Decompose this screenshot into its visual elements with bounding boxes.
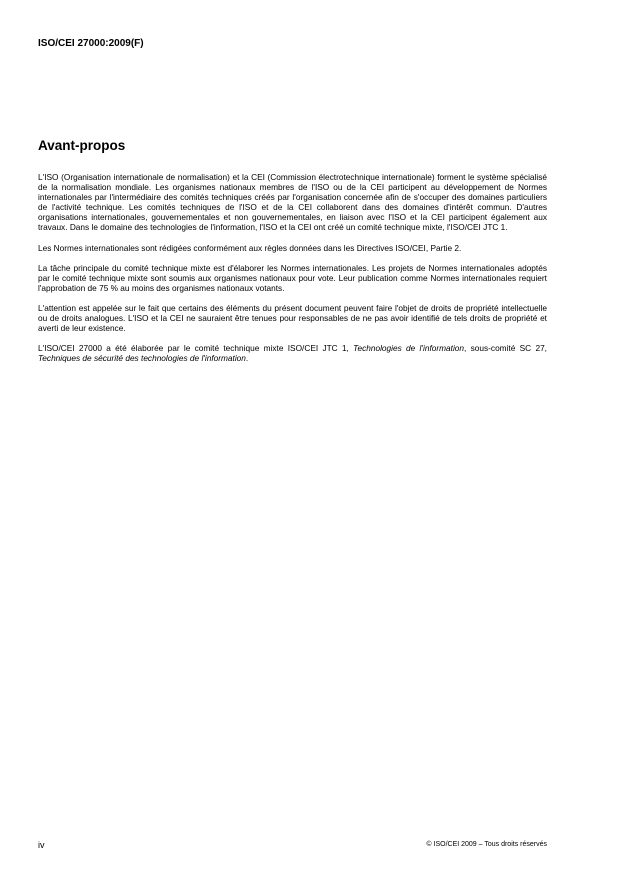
paragraph-3: La tâche principale du comité technique mixte est d'élaborer les Normes internationales. Les projets de Normes internationales adoptés par le comité technique mixte sont soumis aux organismes nationaux pour vote. Leur publication comme Normes internationales requiert l'approbation de 75 % au moins des organismes nationaux votants. [38,262,547,293]
section-title: Avant-propos [38,138,126,153]
paragraph-2: Les Normes internationales sont rédigées conformément aux règles données dans les Directives ISO/CEI, Partie 2. [38,242,462,253]
document-header-id: ISO/CEI 27000:2009(F) [38,38,144,49]
copyright-notice: © ISO/CEI 2009 – Tous droits réservés [426,841,547,848]
paragraph-5-text-3: . [245,353,249,364]
paragraph-5-italic-2: Techniques de sécurité des technologies de l'information [38,353,246,364]
paragraph-5-text-2: , sous-comité SC 27, [464,343,547,354]
paragraph-5-italic-1: Technologies de l'information [353,343,465,354]
page-number: iv [38,840,45,850]
paragraph-5-text-1: L'ISO/CEI 27000 a été élaborée par le comité technique mixte ISO/CEI JTC 1, [38,343,354,354]
paragraph-4: L'attention est appelée sur le fait que certains des éléments du présent document peuvent faire l'objet de droits de propriété intellectuelle ou de droits analogues. L'ISO et la CEI ne sauraient être tenues pour responsables de ne pas avoir identifié de tels droits de propriété et averti de leur existence. [38,302,547,334]
paragraph-1: L'ISO (Organisation internationale de normalisation) et la CEI (Commission électrotechnique internationale) forment le système spécialisé de la normalisation mondiale. Les organismes nationaux membres de l'ISO ou de la CEI participent au développement de Normes internationales par l'intermédiaire des comités techniques créés par l'organisation concernée afin de s'occuper des domaines particuliers de l'activité technique. Les comités techniques de l'ISO et de la CEI collaborent dans des domaines d'intérêt commun. D'autres organisations internationales, gouvernementales et non gouvernementales, en liaison avec l'ISO et la CEI participent également aux travaux. Dans le domaine des technologies de l'information, l'ISO et la CEI ont créé un comité technique mixte, l'ISO/CEI JTC 1. [38,172,547,233]
foreword-body [38,172,547,373]
paragraph-5 [38,343,547,363]
